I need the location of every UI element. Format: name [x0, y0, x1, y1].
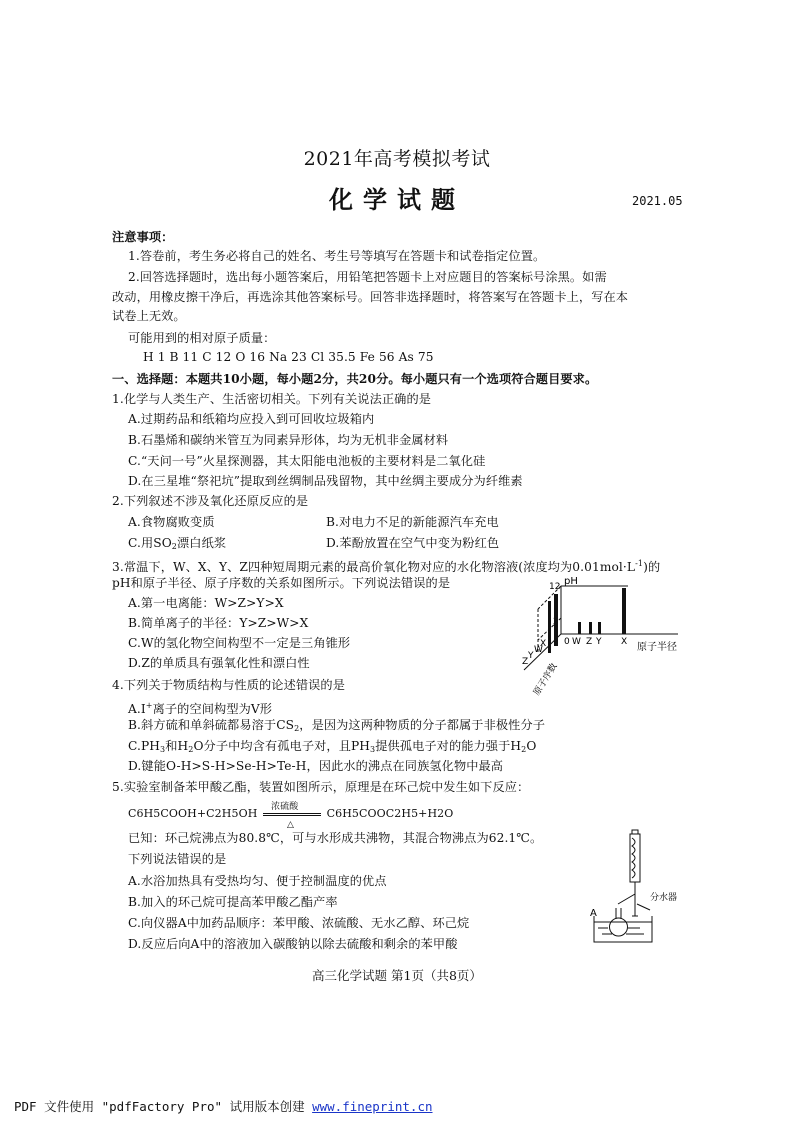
q4-option-a: A.I+离子的空间构型为V形	[128, 701, 273, 716]
q5-eq-cond-bottom: △	[287, 820, 295, 830]
q1-option-d: D.在三星堆“祭祀坑”提取到丝绸制品残留物，其中丝绸主要成分为纤维素	[128, 474, 523, 488]
q3-bar-label-w: W	[572, 637, 581, 647]
q2-option-c: C.用$SO_2$漂白纸浆	[128, 536, 227, 551]
q5-label-separator: 分水器	[650, 893, 678, 903]
q2-stem: 2.下列叙述不涉及氧化还原反应的是	[112, 494, 309, 508]
q3-y-axis-label: pH	[564, 576, 578, 587]
q3-bar-z	[589, 622, 592, 634]
q5-condenser	[630, 830, 640, 882]
q3-stem-line-1: 3.常温下，W、X、Y、Z四种短周期元素的最高价氧化物对应的水化物溶液(浓度均为$0.01mol\cdot L^{-1}$)的	[112, 559, 661, 574]
atomic-mass-list: H 1 B 11 C 12 O 16 Na 23 Cl 35.5 Fe 56 As 75	[143, 350, 434, 364]
q3-option-d: D.Z的单质具有强氧化性和漂白性	[128, 656, 310, 670]
pdf-watermark	[14, 1097, 433, 1115]
q5-eq-left: C6H5COOH+C2H5OH	[128, 807, 258, 820]
atomic-mass-title: 可能用到的相对原子质量：	[128, 331, 276, 345]
q3-bar-w	[578, 622, 581, 634]
q5-eq-cond-top: 浓硫酸	[271, 802, 299, 812]
fineprint-link[interactable]: www.fineprint.cn	[312, 1099, 433, 1114]
q3-ph-figure	[508, 574, 694, 704]
q3-bar-label-z: Z	[586, 637, 593, 647]
q3-depth-tick-z: Z	[522, 657, 529, 667]
q5-option-b: B.加入的环己烷可提高苯甲酸乙酯产率	[128, 895, 338, 909]
q1-stem: 1.化学与人类生产、生活密切相关。下列有关说法正确的是	[112, 392, 432, 406]
q4-stem: 4.下列关于物质结构与性质的论述错误的是	[112, 678, 346, 692]
q4-option-c: $C.PH_3$和$H_2O$分子中均含有孤电子对，且$PH_3$提供孤电子对的能力强于$H_2O$	[128, 739, 537, 754]
q5-eq-right: C6H5COOC2H5+H2O	[326, 807, 454, 820]
q3-bar-label-0: 0	[564, 637, 570, 647]
q2-option-d: D.苯酚放置在空气中变为粉红色	[326, 536, 500, 550]
q3-option-c: C.W的氢化物空间构型不一定是三角锥形	[128, 636, 351, 650]
q5-equation	[128, 802, 454, 830]
q2-option-a: A.食物腐败变质	[128, 515, 215, 529]
notice-item-2-line-1: 2.回答选择题时，选出每小题答案后，用铅笔把答题卡上对应题目的答案标号涂黑。如需	[128, 270, 607, 284]
q3-depth-tick-x: X	[540, 639, 547, 649]
q5-option-c: C.向仪器A中加药品顺序：苯甲酸、浓硫酸、无水乙醇、环己烷	[128, 916, 470, 930]
q5-water-bath	[594, 916, 652, 942]
q1-option-c: C.“天问一号”火星探测器，其太阳能电池板的主要材料是二氧化硅	[128, 454, 486, 468]
q5-label-a: A	[590, 908, 597, 919]
q3-bar-front-1	[554, 594, 558, 646]
q5-water-separator	[618, 882, 650, 916]
q3-bar-label-x: X	[621, 637, 628, 647]
q3-x-axis-label: 原子半径	[637, 642, 677, 653]
exam-title: 2021年高考模拟考试	[303, 148, 491, 170]
notice-item-2-line-3: 试卷上无效。	[112, 309, 186, 323]
q3-bar-front-2	[548, 601, 551, 653]
q3-option-a: A.第一电离能：W>Z>Y>X	[128, 596, 284, 610]
notice-item-1: 1.答卷前，考生务必将自己的姓名、考生号等填写在答题卡和试卷指定位置。	[128, 249, 546, 263]
q2-option-b: B.对电力不足的新能源汽车充电	[326, 515, 499, 529]
q5-option-d: D.反应后向A中的溶液加入碳酸钠以除去硫酸和剩余的苯甲酸	[128, 937, 458, 951]
exam-date: 2021.05	[632, 194, 683, 208]
q3-y-tick-top: 12	[549, 582, 561, 592]
notice-item-2-line-2: 改动，用橡皮擦干净后，再选涂其他答案标号。回答非选择题时，将答案写在答题卡上，写在本	[112, 290, 629, 304]
q4-option-d: D.键能O-H>S-H>Se-H>Te-H，因此水的沸点在同族氢化物中最高	[128, 759, 504, 773]
q5-apparatus-figure	[588, 824, 700, 952]
page-footer: 高三化学试题 第1页（共8页）	[312, 968, 482, 983]
q4-option-b: B.斜方硫和单斜硫都易溶于$CS_2$，是因为这两种物质的分子都属于非极性分子	[128, 718, 546, 733]
pdf-watermark-text: PDF 文件使用 "pdfFactory Pro" 试用版本创建	[14, 1099, 313, 1114]
q3-depth-ticks	[522, 639, 546, 667]
q3-bar-x	[622, 588, 626, 634]
q3-depth-tick-y: Y	[528, 651, 534, 661]
section-1-heading: 一、选择题：本题共10小题，每小题2分，共20分。每小题只有一个选项符合题目要求。	[112, 372, 598, 386]
q3-option-b: B.简单离子的半径：Y>Z>W>X	[128, 616, 309, 630]
q1-option-a: A.过期药品和纸箱均应投入到可回收垃圾箱内	[128, 412, 375, 426]
q3-bar-label-y: Y	[596, 637, 602, 647]
subject-title: 化学试题	[329, 185, 465, 214]
q3-depth-tick-w: W	[534, 645, 543, 655]
q5-ask: 下列说法错误的是	[128, 852, 227, 866]
q5-stem: 5.实验室制备苯甲酸乙酯，装置如图所示，原理是在环己烷中发生如下反应：	[112, 780, 530, 794]
q3-stem-line-2: pH和原子半径、原子序数的关系如图所示。下列说法错误的是	[112, 576, 451, 590]
q5-known: 已知：环己烷沸点为80.8℃，可与水形成共沸物，其混合物沸点为62.1℃。	[128, 831, 543, 845]
q3-bar-y	[598, 622, 601, 634]
q5-option-a: A.水浴加热具有受热均匀、便于控制温度的优点	[128, 874, 387, 888]
q1-option-b: B.石墨烯和碳纳米管互为同素异形体，均为无机非金属材料	[128, 433, 449, 447]
notice-heading: 注意事项：	[112, 230, 174, 244]
q3-depth-axis-label: 原子序数	[532, 661, 560, 698]
q5-eq-arrow	[261, 802, 323, 830]
